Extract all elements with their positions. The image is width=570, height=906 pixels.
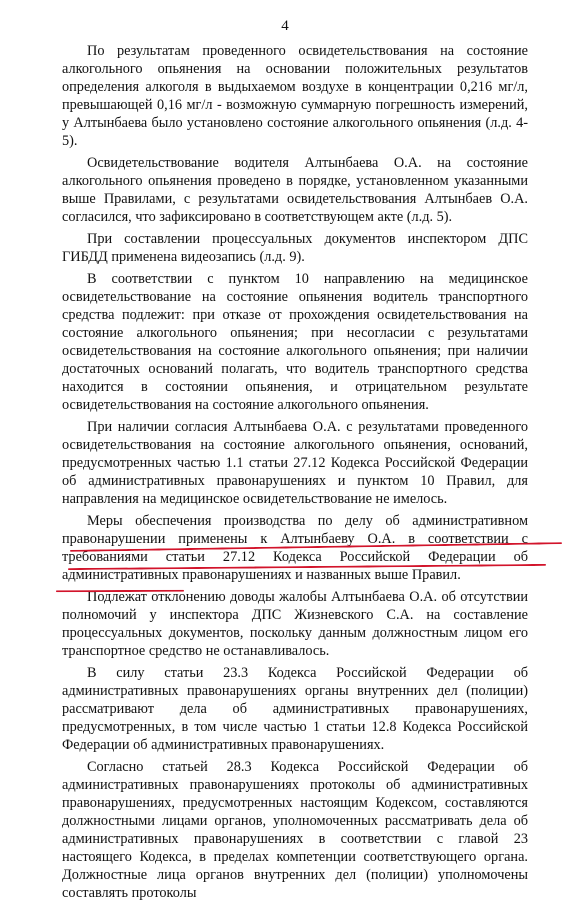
paragraph-article-28-3: Согласно статьей 28.3 Кодекса Российской Федерации об административных правонарушениях протоколы об административных правонарушениях, предусмотренных настоящим Кодексом, составляются должностными лицами органов, уполномоченных рассматривать дела об административных правонарушениях в соответствии с главой 23 настоящего Кодекса, в пределах компетенции соответствующего органа. Должностные лица органов внутренних дел (полиции) уполномочены составлять протоколы: [62, 759, 528, 901]
paragraph-medical-referral-grounds: В соответствии с пунктом 10 направлению на медицинское освидетельствование на состояние опьянения водитель транспортного средства подлежит: при отказе от прохождения освидетельствования на состояние алкогольного опьянения; при несогласии с результатами освидетельствования на состояние алкогольного опьянения; при наличии достаточных оснований полагать, что водитель транспортного средства находится в состоянии опьянения, и отрицательном результате освидетельствования на состояние алкогольного опьянения.: [62, 271, 528, 413]
paragraph-complaint-rejected: Подлежат отклонению доводы жалобы Алтынбаева О.А. об отсутствии полномочий у инспектора ДПС Жизневского С.А. на составление процессуальных документов, поскольку данным должностным лицом его транспортное средство не останавливалось.: [62, 589, 528, 659]
paragraph-examination-procedure: Освидетельствование водителя Алтынбаева О.А. на состояние алкогольного опьянения проведено в порядке, установленном указанными выше Правилами, с результатами освидетельствования Алтынбаев О.А. согласился, что зафиксировано в соответствующем акте (л.д. 5).: [62, 155, 528, 225]
paragraph-consent-no-referral: При наличии согласия Алтынбаева О.А. с результатами проведенного освидетельствования на состояние алкогольного опьянения, оснований, предусмотренных частью 1.1 статьи 27.12 Кодекса Российской Федерации об административных правонарушениях и пунктом 10 Правил, для направления на медицинское освидетельствование не имелось.: [62, 419, 528, 507]
paragraph-article-23-3: В силу статьи 23.3 Кодекса Российской Федерации об административных правонарушениях органы внутренних дел (полиции) рассматривают дела об административных правонарушениях, предусмотренных, в том числе частью 1 статьи 12.8 Кодекса Российской Федерации об административных правонарушениях.: [62, 665, 528, 753]
paragraph-video-recording: При составлении процессуальных документов инспектором ДПС ГИБДД применена видеозапись (л.д. 9).: [62, 231, 528, 265]
page-number: 4: [281, 18, 289, 34]
paragraph-enforcement-measures: Меры обеспечения производства по делу об административном правонарушении применены к Алтынбаеву О.А. в соответствии с требованиями статьи 27.12 Кодекса Российской Федерации об административных правонарушениях и названных выше Правил.: [62, 513, 528, 583]
document-body: [62, 42, 528, 906]
paragraph-breath-test-results: По результатам проведенного освидетельствования на состояние алкогольного опьянения на основании положительных результатов определения алкоголя в выдыхаемом воздухе в концентрации 0,216 мг/л, превышающей 0,16 мг/л - возможную суммарную погрешность измерений, у Алтынбаева было установлено состояние алкогольного опьянения (л.д. 4-5).: [62, 43, 528, 149]
